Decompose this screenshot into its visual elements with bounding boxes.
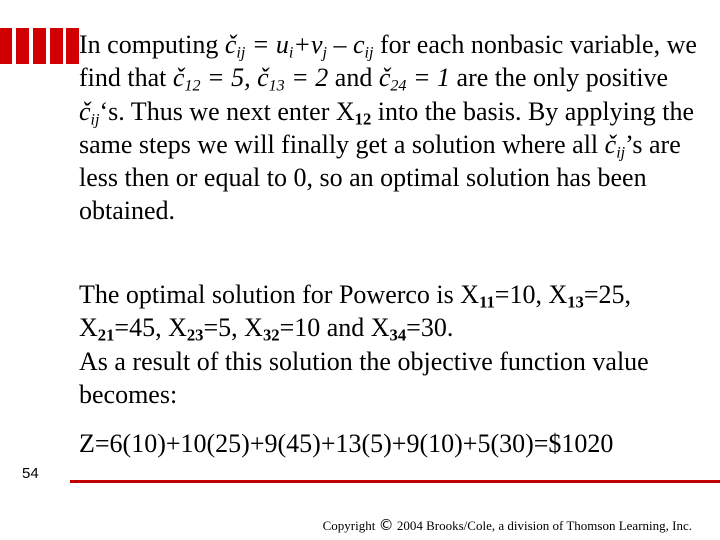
- decorative-bar: [0, 28, 12, 64]
- copyright-symbol: ©: [378, 516, 394, 534]
- decorative-bars: [0, 28, 80, 64]
- math-c-bar: č: [257, 63, 269, 93]
- decorative-bar: [33, 28, 46, 64]
- paragraph-optimal-solution: [79, 278, 709, 411]
- subscript: 21: [97, 325, 115, 345]
- footer-divider: [70, 480, 720, 483]
- subscript: 12: [354, 109, 372, 129]
- text: ‘s. Thus we next enter X: [99, 96, 355, 126]
- text: ’s are less then or equal to 0, so an optimal solution has been obtained.: [79, 129, 681, 226]
- math-c-bar: č: [172, 63, 185, 93]
- math-subscript: 12: [184, 77, 201, 95]
- math-c-bar: č: [224, 30, 237, 59]
- text: =30.: [406, 313, 454, 343]
- subscript: 13: [567, 292, 584, 312]
- text: into the basis. By applying the same steps we will finally get a solution where all: [79, 96, 695, 159]
- text: =45, X: [114, 313, 187, 343]
- math-subscript: ij: [90, 111, 100, 129]
- math-subscript: 13: [268, 77, 285, 95]
- text: for each nonbasic variable, we find that: [79, 30, 697, 93]
- math-text: = 2: [284, 63, 329, 93]
- math-c-bar: č: [378, 63, 391, 93]
- math-u: u: [275, 30, 289, 59]
- copyright-text: 2004 Brooks/Cole, a division of Thomson Learning, Inc.: [393, 518, 692, 533]
- objective-value-equation: Z=6(10)+10(25)+9(45)+13(5)+9(10)+5(30)=$1020: [79, 429, 614, 458]
- math-subscript: j: [322, 44, 327, 62]
- math-subscript: ij: [364, 44, 374, 62]
- math-c-bar: č: [604, 129, 617, 159]
- decorative-bar: [16, 28, 29, 64]
- subscript: 32: [262, 325, 280, 345]
- math-subscript: ij: [616, 144, 626, 162]
- math-v: v: [310, 30, 323, 59]
- subscript: 23: [186, 325, 204, 345]
- text: As a result of this solution the objective function value becomes:: [79, 346, 649, 409]
- copyright-notice: [323, 516, 692, 534]
- math-subscript: ij: [236, 44, 246, 62]
- math-subscript: 24: [390, 77, 407, 95]
- subscript: 11: [479, 292, 495, 312]
- page-number: 54: [22, 465, 39, 482]
- text: In computing: [79, 30, 225, 59]
- text: =25, X: [79, 280, 632, 343]
- text: =10, X: [494, 280, 568, 309]
- math-c: c: [352, 30, 365, 59]
- math-text: +: [293, 30, 311, 59]
- copyright-word: Copyright: [322, 518, 379, 533]
- math-text: = 5,: [200, 63, 258, 93]
- decorative-bar: [66, 28, 79, 64]
- text: The optimal solution for Powerco is X: [79, 280, 480, 309]
- text: are the only positive: [450, 63, 669, 93]
- math-c-bar: č: [79, 96, 91, 126]
- math-text: = 1: [406, 63, 451, 93]
- decorative-bar: [50, 28, 63, 64]
- text: =10 and X: [279, 313, 390, 343]
- math-text: =: [245, 30, 276, 59]
- subscript: 34: [389, 325, 407, 345]
- math-subscript: i: [288, 44, 294, 62]
- paragraph-computing-reduced-costs: [79, 28, 709, 228]
- text: and: [328, 63, 379, 93]
- text: =5, X: [203, 313, 263, 343]
- math-text: –: [326, 30, 353, 59]
